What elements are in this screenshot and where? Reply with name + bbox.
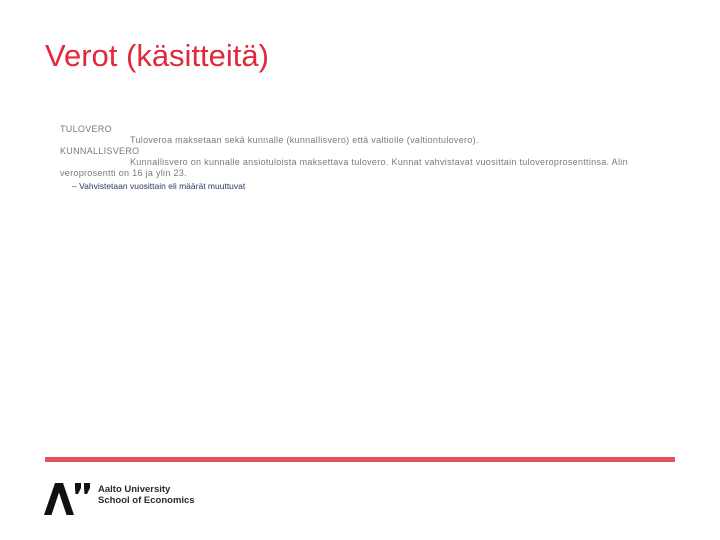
footer-divider — [45, 457, 675, 462]
logo-line-school: School of Economics — [98, 495, 195, 506]
slide-title: Verot (käsitteitä) — [45, 38, 269, 73]
aalto-logo-icon — [44, 483, 92, 515]
tulovero-heading: TULOVERO — [60, 124, 112, 134]
tulovero-text: Tuloveroa maksetaan sekä kunnalle (kunnallisvero) että valtiolle (valtiontulovero). — [130, 135, 479, 145]
kunnallisvero-text: Kunnallisvero on kunnalle ansiotuloista maksettava tulovero. Kunnat vahvistavat vuosittain tuloveroprosenttinsa. Alin veroprosentti on 16 ja ylin 23. — [60, 157, 628, 178]
bullet-item: – Vahvistetaan vuosittain eli määrät muuttuvat — [72, 181, 246, 191]
kunnallisvero-heading: KUNNALLISVERO — [60, 146, 140, 156]
logo-wordmark — [98, 484, 195, 506]
logo-line-university: Aalto University — [98, 484, 171, 495]
slide-content — [60, 124, 672, 192]
